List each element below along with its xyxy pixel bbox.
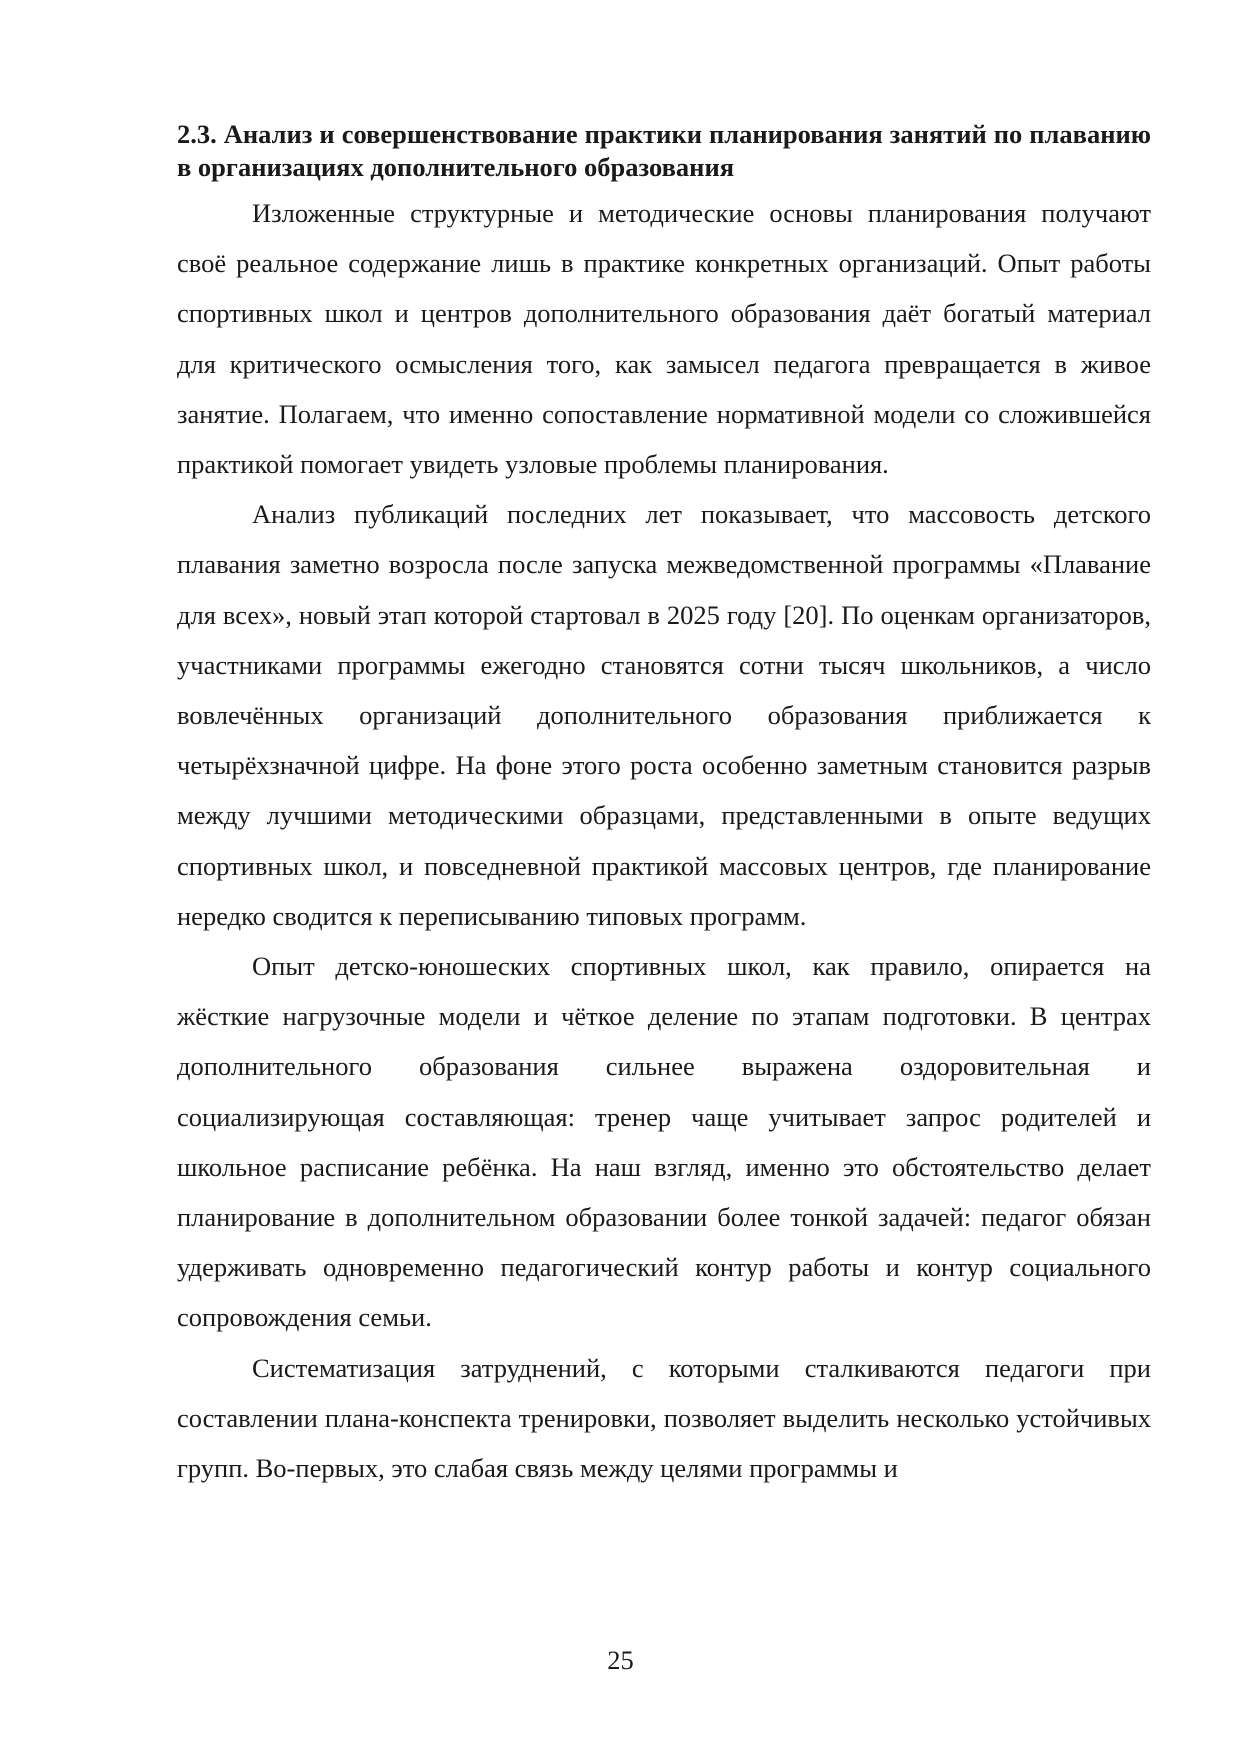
page-body: [177, 118, 1151, 1493]
paragraph-2: Анализ публикаций последних лет показывает, что массовость детского плавания заметно возросла после запуска межведомственной программы «Плавание для всех», новый этап которой стартовал в 2025 году [20]. По оценкам организаторов, участниками программы ежегодно становятся сотни тысяч школьников, а число вовлечённых организаций дополнительного образования приближается к четырёхзначной цифре. На фоне этого роста особенно заметным становится разрыв между лучшими методическими образцами, представленными в опыте ведущих спортивных школ, и повседневной практикой массовых центров, где планирование нередко сводится к переписыванию типовых программ.: [177, 499, 1151, 931]
paragraph-3: Опыт детско-юношеских спортивных школ, как правило, опирается на жёсткие нагрузочные модели и чёткое деление по этапам подготовки. В центрах дополнительного образования сильнее выражена оздоровительная и социализирующая составляющая: тренер чаще учитывает запрос родителей и школьное расписание ребёнка. На наш взгляд, именно это обстоятельство делает планирование в дополнительном образовании более тонкой задачей: педагог обязан удерживать одновременно педагогический контур работы и контур социального сопровождения семьи.: [177, 951, 1151, 1333]
paragraph-1: Изложенные структурные и методические основы планирования получают своё реальное содержание лишь в практике конкретных организаций. Опыт работы спортивных школ и центров дополнительного образования даёт богатый материал для критического осмысления того, как замысел педагога превращается в живое занятие. Полагаем, что именно сопоставление нормативной модели со сложившейся практикой помогает увидеть узловые проблемы планирования.: [177, 198, 1151, 480]
paragraph-4: Систематизация затруднений, с которыми сталкиваются педагоги при составлении плана-конспекта тренировки, позволяет выделить несколько устойчивых групп. Во-первых, это слабая связь между целями программы и: [177, 1352, 1151, 1484]
page-number: 25: [607, 1645, 634, 1675]
section-heading: 2.3. Анализ и совершенствование практики планирования занятий по плаванию в организациях дополнительного образования: [177, 119, 1151, 182]
